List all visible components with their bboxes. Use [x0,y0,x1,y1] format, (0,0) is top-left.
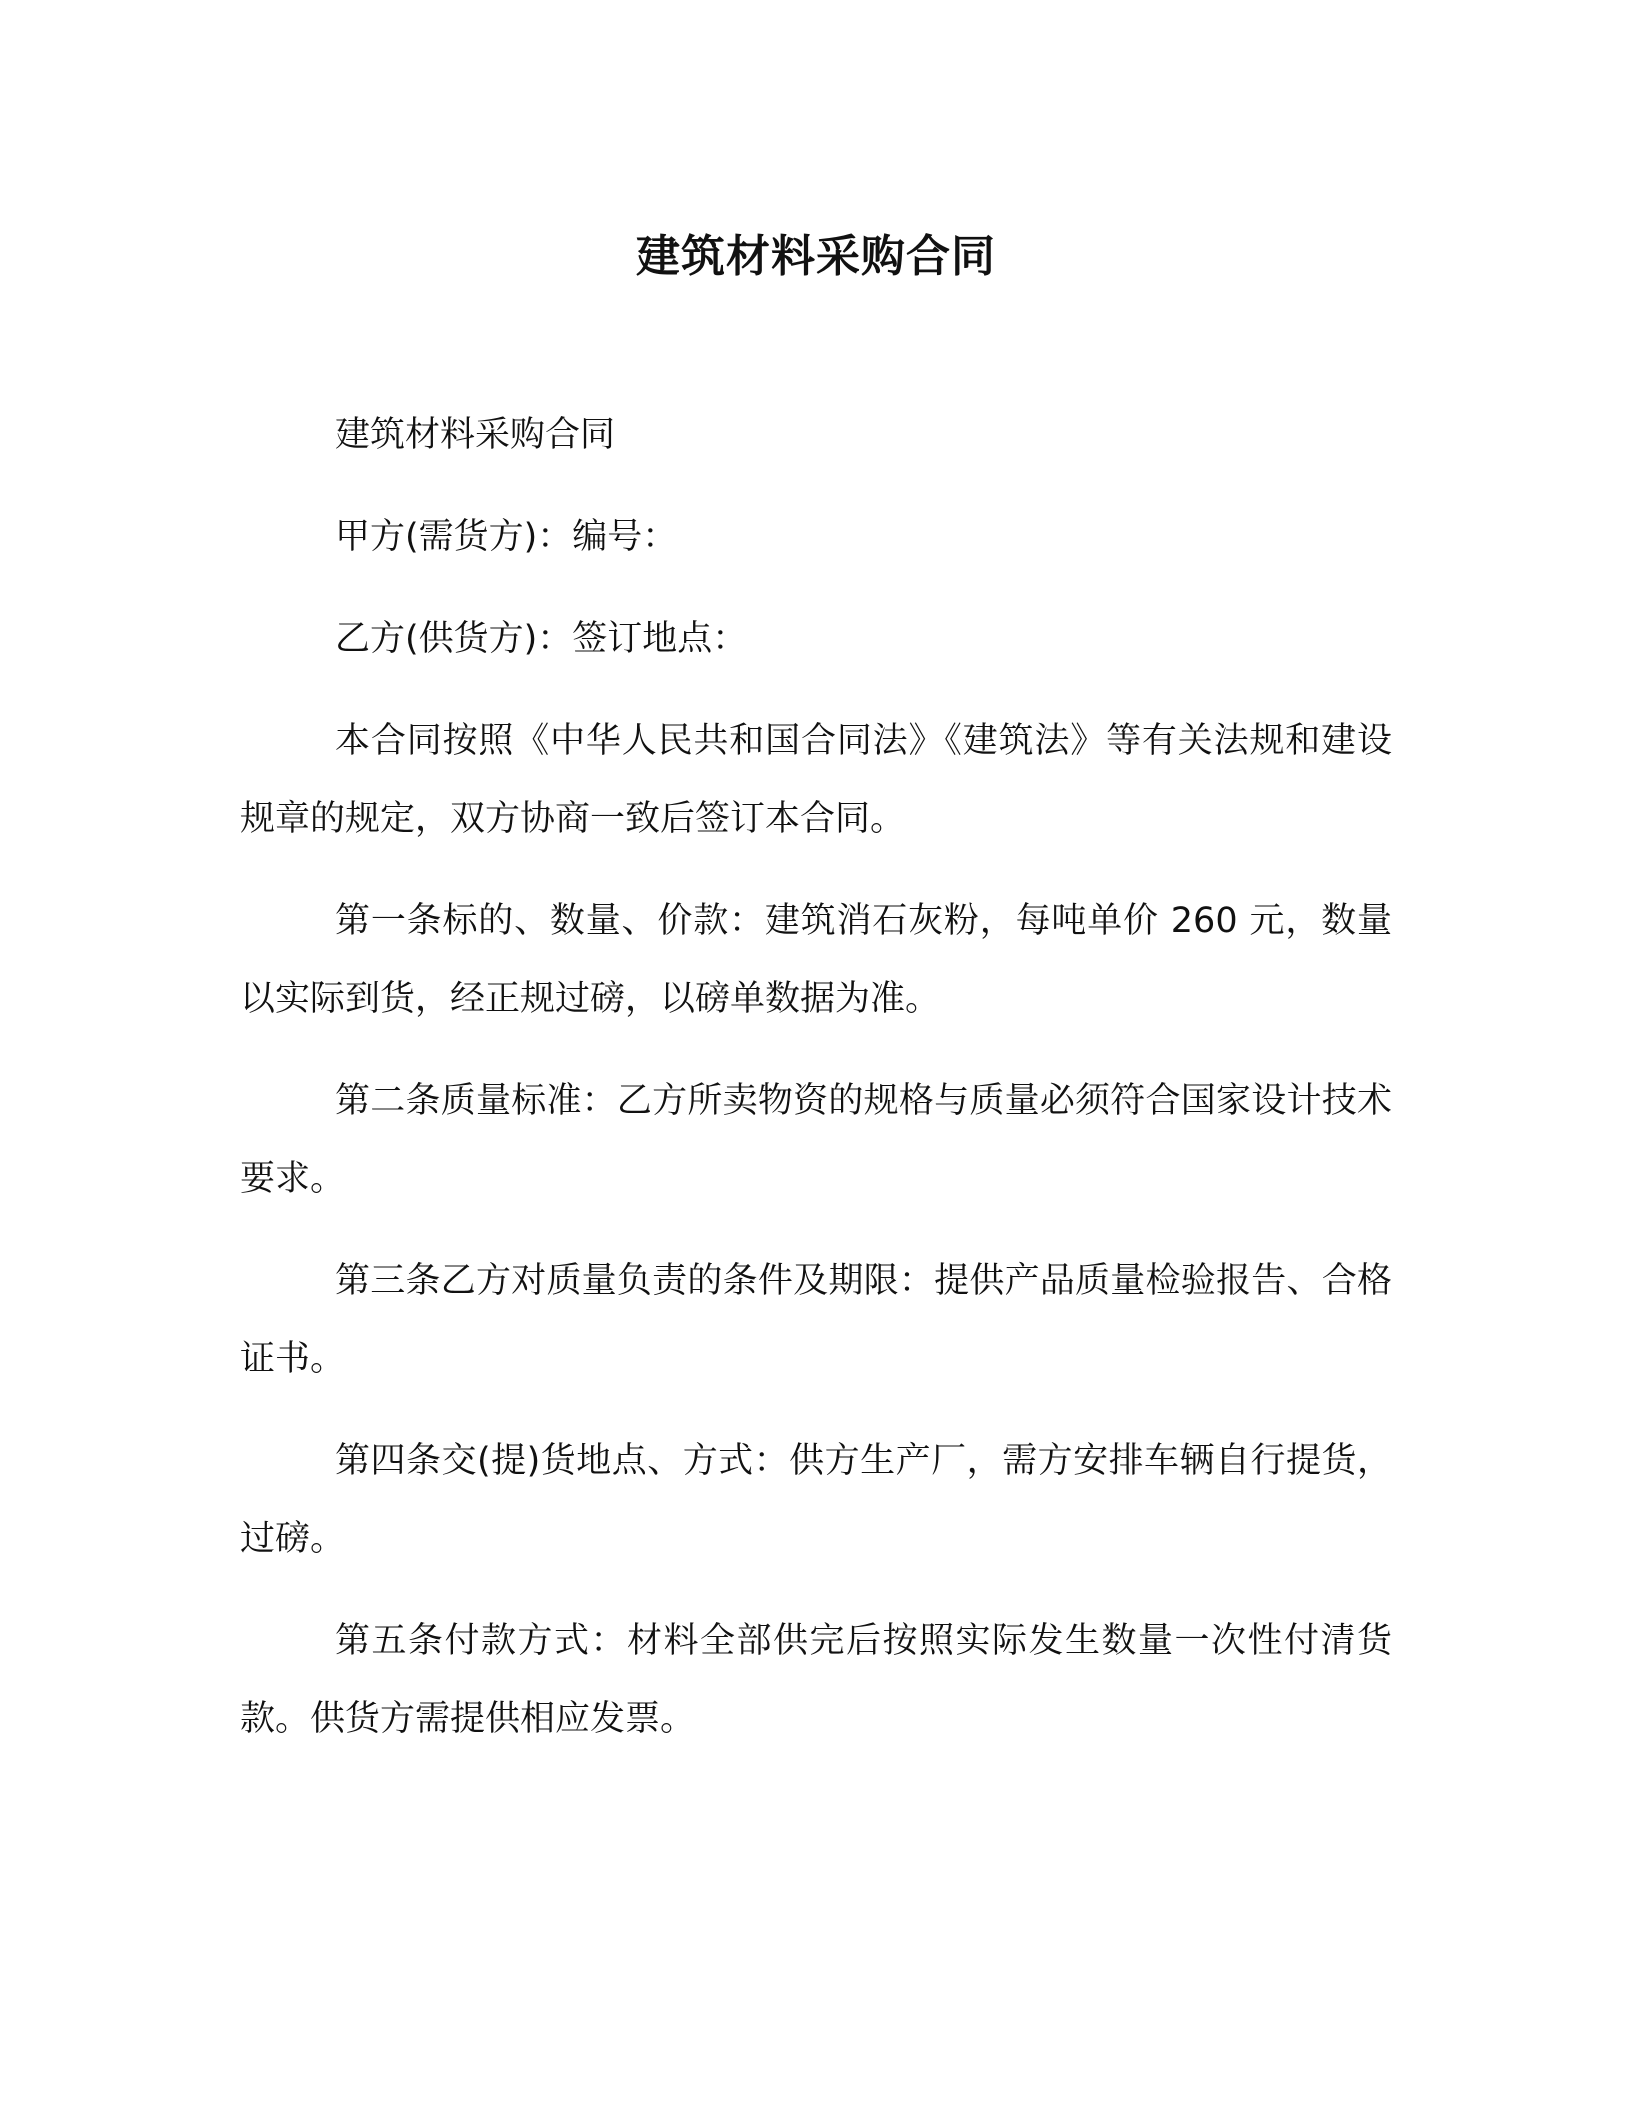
article-4-paragraph: 第四条交(提)货地点、方式：供方生产厂，需方安排车辆自行提货，过磅。 [240,1441,1392,1559]
article-3-paragraph: 第三条乙方对质量负责的条件及期限：提供产品质量检验报告、合格证书。 [240,1261,1392,1379]
document-body [240,396,1392,1782]
preamble-paragraph: 本合同按照《中华人民共和国合同法》《建筑法》等有关法规和建设规章的规定，双方协商一致后签订本合同。 [240,721,1392,839]
article-2-paragraph: 第二条质量标准：乙方所卖物资的规格与质量必须符合国家设计技术要求。 [240,1081,1392,1199]
article-5-paragraph: 第五条付款方式：材料全部供完后按照实际发生数量一次性付清货款。供货方需提供相应发票。 [240,1621,1392,1739]
party-b-paragraph: 乙方(供货方)：签订地点： [335,619,748,659]
contract-heading-paragraph: 建筑材料采购合同 [335,415,616,455]
party-a-paragraph: 甲方(需货方)：编号： [335,517,678,557]
document-title: 建筑材料采购合同 [636,231,996,282]
article-1-paragraph: 第一条标的、数量、价款：建筑消石灰粉，每吨单价 260 元，数量以实际到货，经正规过磅，以磅单数据为准。 [240,901,1392,1019]
